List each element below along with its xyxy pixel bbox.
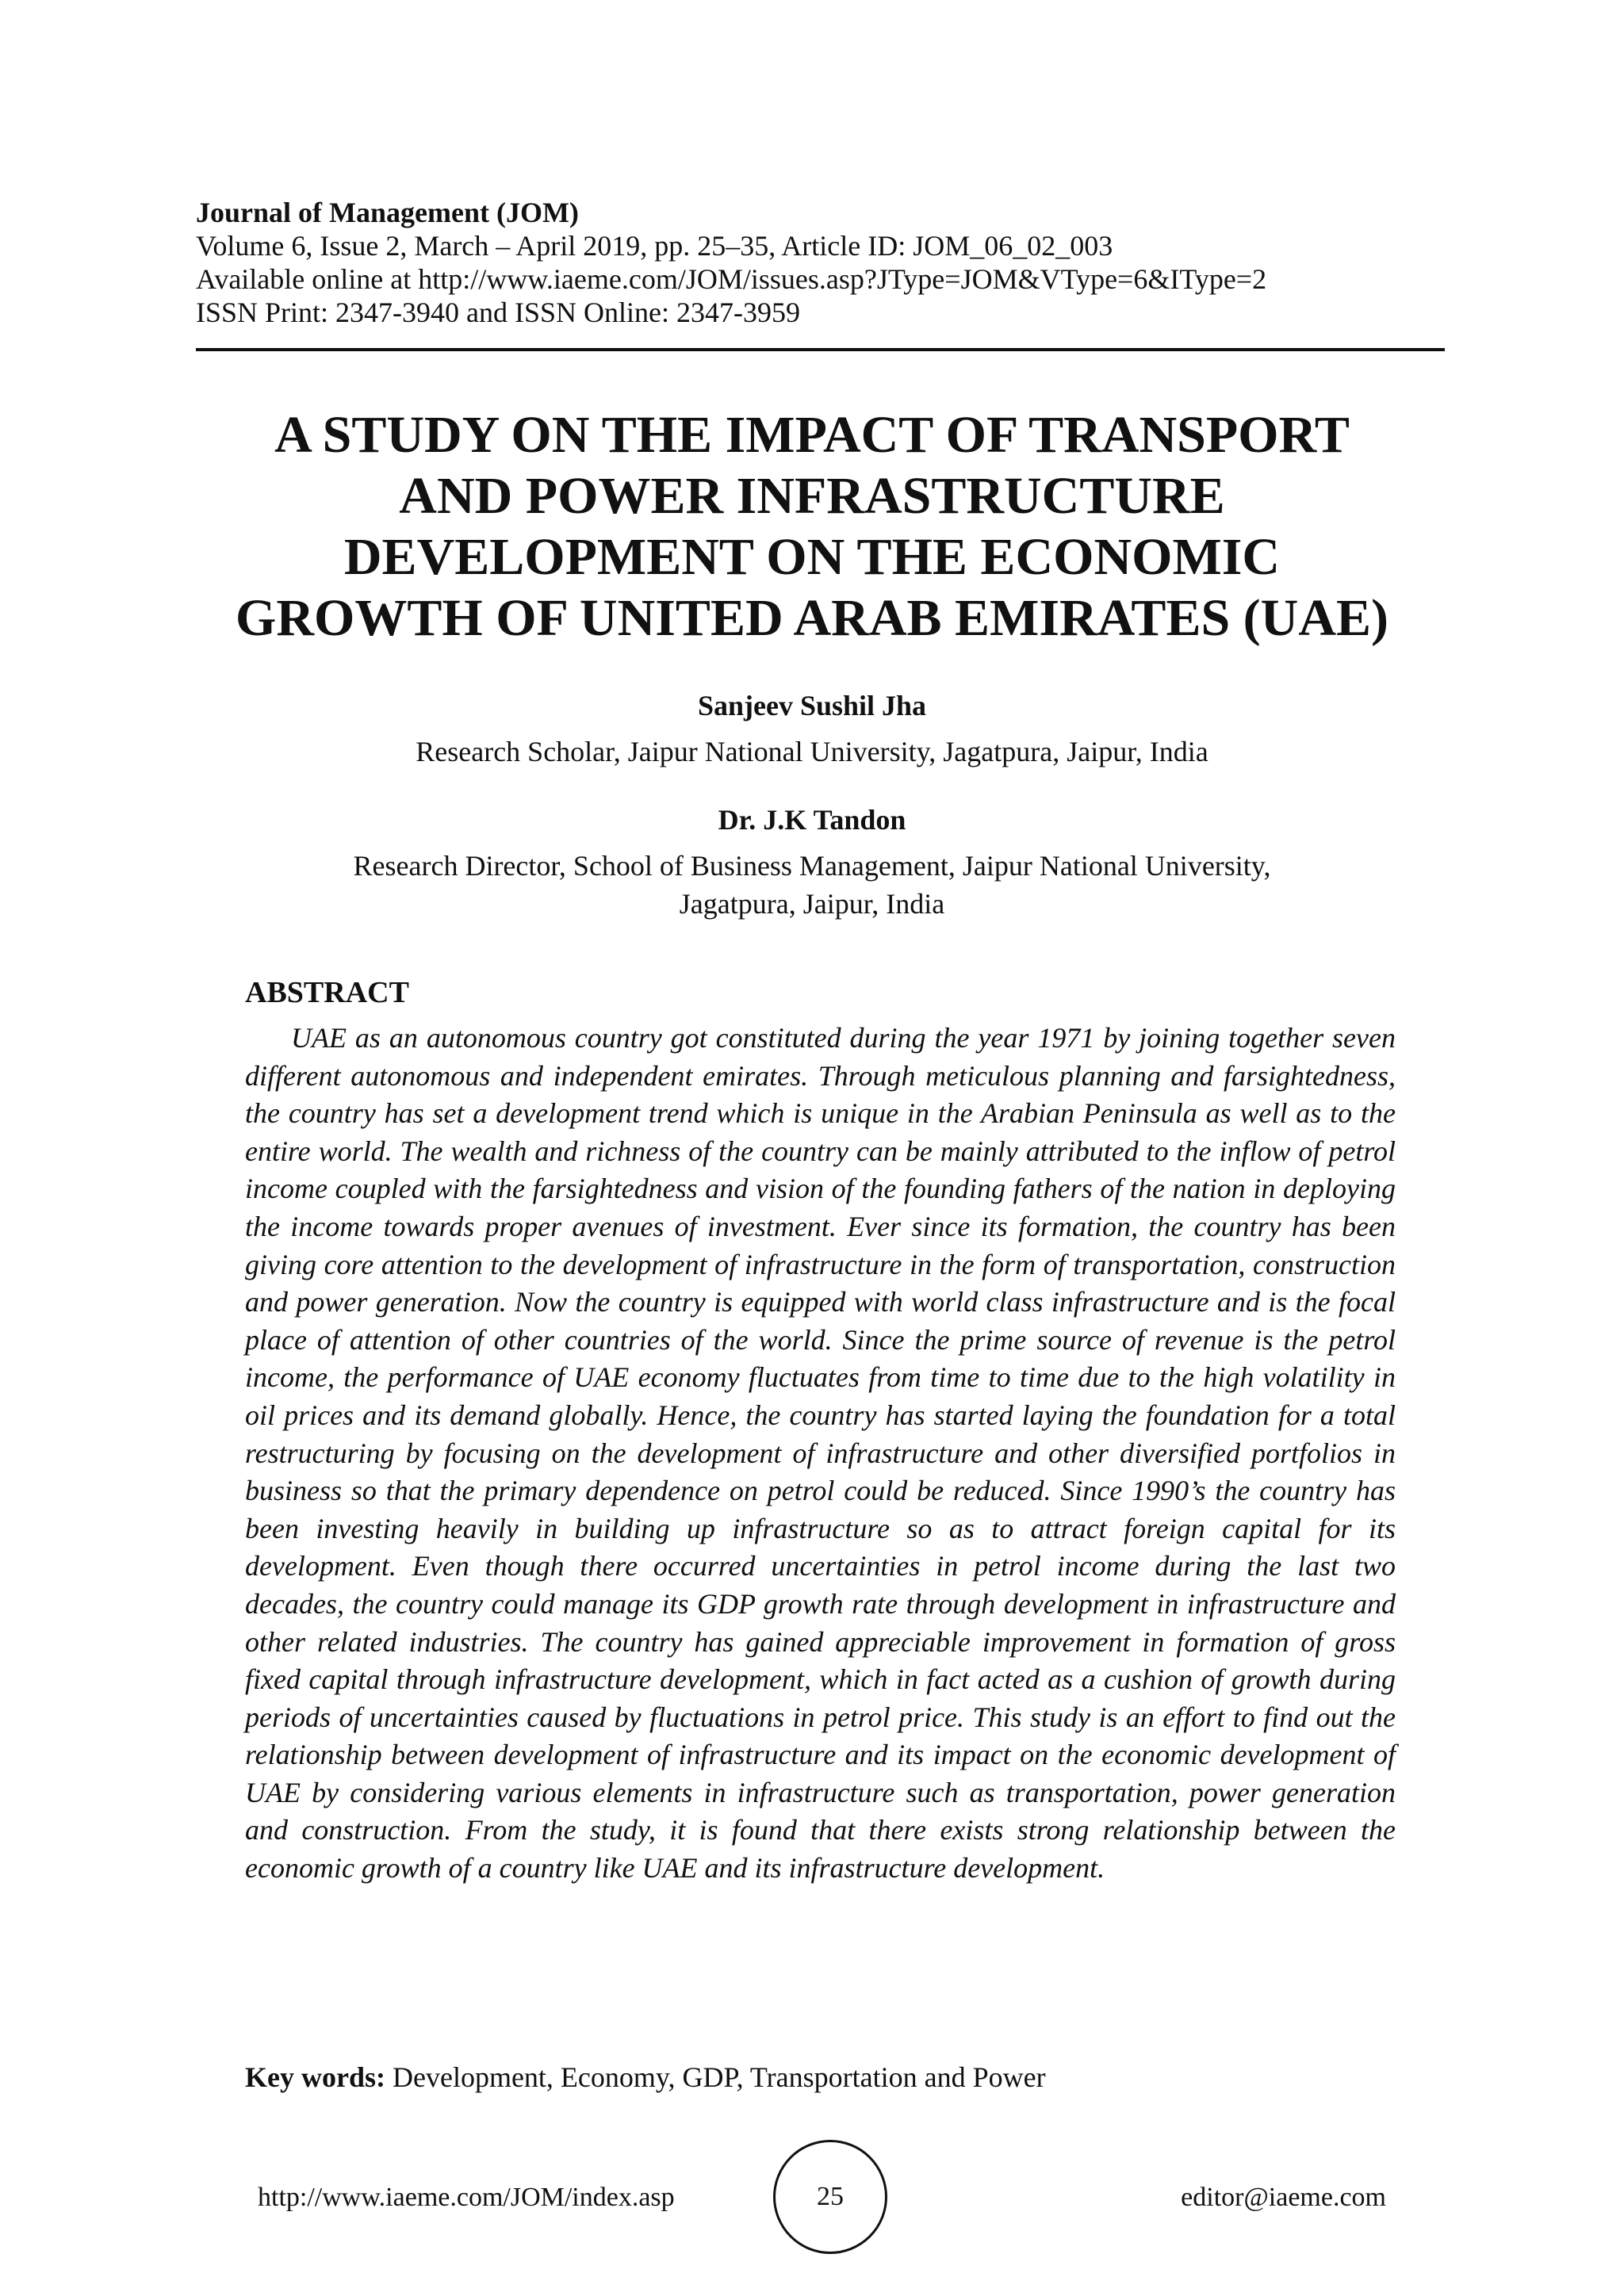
affiliation-line: Jagatpura, Jaipur, India xyxy=(679,888,945,920)
author-affiliation: Research Scholar, Jaipur National University, Jagatpura, Jaipur, India xyxy=(416,736,1208,767)
journal-header xyxy=(196,196,1445,329)
author-block-2 xyxy=(159,802,1465,923)
available-online-line: Available online at http://www.iaeme.com/JOM/issues.asp?JType=JOM&VType=6&IType=2 xyxy=(196,263,1267,295)
footer-editor-email[interactable]: editor@iaeme.com xyxy=(1181,2183,1386,2212)
keywords-text: Development, Economy, GDP, Transportation and Power xyxy=(392,2061,1046,2093)
author-block-1 xyxy=(159,688,1465,771)
author-name: Dr. J.K Tandon xyxy=(718,804,906,836)
keywords-label: Key words: xyxy=(245,2061,385,2093)
paper-title xyxy=(159,404,1465,649)
author-name: Sanjeev Sushil Jha xyxy=(697,690,927,721)
issn-line: ISSN Print: 2347-3940 and ISSN Online: 2347-3959 xyxy=(196,297,801,328)
title-line: AND POWER INFRASTRUCTURE xyxy=(399,467,1225,525)
title-line: DEVELOPMENT ON THE ECONOMIC xyxy=(343,528,1281,586)
keywords xyxy=(245,2060,1046,2095)
journal-name: Journal of Management (JOM) xyxy=(196,197,579,228)
abstract-heading: ABSTRACT xyxy=(245,976,409,1009)
page-number-text: 25 xyxy=(817,2182,844,2211)
title-line: GROWTH OF UNITED ARAB EMIRATES (UAE) xyxy=(236,589,1388,647)
title-line: A STUDY ON THE IMPACT OF TRANSPORT xyxy=(274,406,1350,464)
volume-line: Volume 6, Issue 2, March – April 2019, pp. 25–35, Article ID: JOM_06_02_003 xyxy=(196,230,1113,262)
abstract-text: UAE as an autonomous country got constituted during the year 1971 by joining together seven different autonomous and independent emirates. Through meticulous planning and farsightedness, the country has set a development trend which is unique in the Arabian Peninsula as well as to the entire world. The wealth and richness of the country can be mainly attributed to the inflow of petrol income coupled with the farsightedness and vision of the founding fathers of the nation in deploying the income towards proper avenues of investment. Ever since its formation, the country has been giving core attention to the development of infrastructure in the form of transportation, construction and power generation. Now the country is equipped with world class infrastructure and is the focal place of attention of other countries of the world. Since the prime source of revenue is the petrol income, the performance of UAE economy fluctuates from time to time due to the high volatility in oil prices and its demand globally. Hence, the country has started laying the foundation for a total restructuring by focusing on the development of infrastructure and other diversified portfolios in business so that the primary dependence on petrol could be reduced. Since 1990’s the country has been investing heavily in building up infrastructure so as to attract foreign capital for its development. Even though there occurred uncertainties in petrol income during the last two decades, the country could manage its GDP growth rate through development in infrastructure and other related industries. The country has gained appreciable improvement in formation of gross fixed capital through infrastructure development, which in fact acted as a cushion of growth during periods of uncertainties caused by fluctuations in petrol price. This study is an effort to find out the relationship between development of infrastructure and its impact on the economic development of UAE by considering various elements in infrastructure such as transportation, power generation and construction. From the study, it is found that there exists strong relationship between the economic growth of a country like UAE and its infrastructure development. xyxy=(245,1022,1396,1885)
page-number xyxy=(773,2140,887,2254)
header-divider xyxy=(196,348,1445,351)
author-affiliation xyxy=(159,847,1465,923)
affiliation-line: Research Director, School of Business Management, Jaipur National University, xyxy=(353,850,1271,882)
footer-journal-link[interactable]: http://www.iaeme.com/JOM/index.asp xyxy=(258,2183,675,2212)
